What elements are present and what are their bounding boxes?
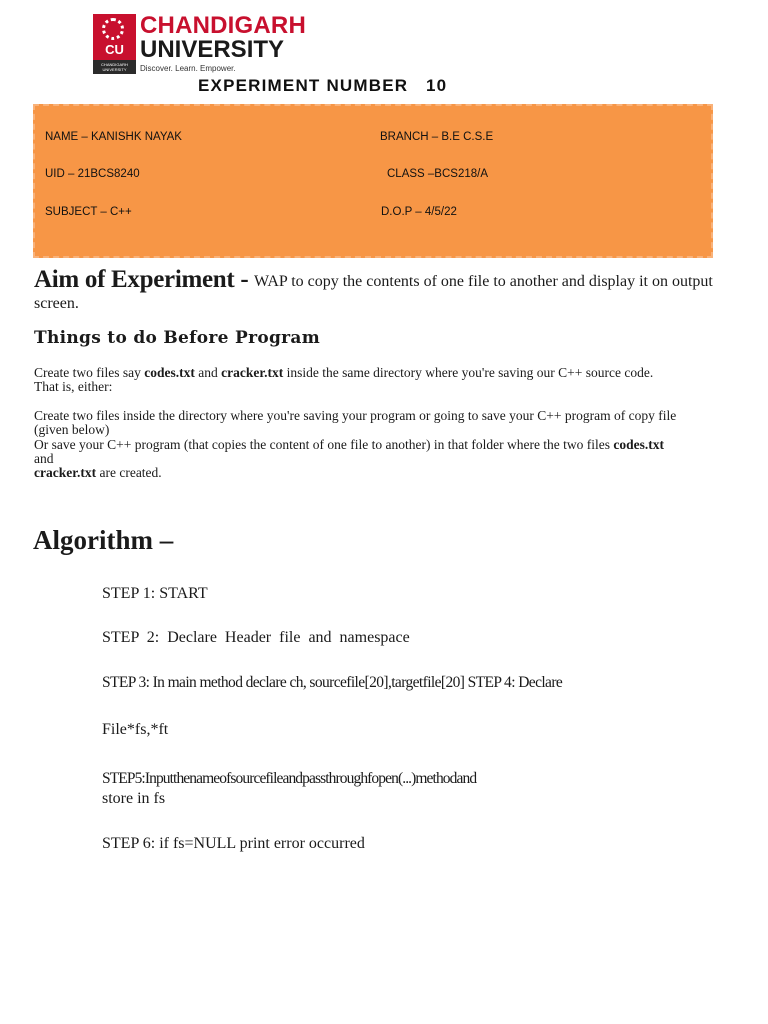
paragraph-2-line2: (given below): [34, 422, 110, 437]
algorithm-step: STEP 2: Declare Header file and namespace: [102, 629, 410, 646]
logo-name-line1: CHANDIGARH: [140, 12, 306, 39]
paragraph-3-line3: [34, 466, 744, 480]
p1-post: inside the same directory where you're saving our C++ source code.: [283, 365, 654, 380]
algorithm-heading: Algorithm –: [33, 525, 174, 555]
logo-name-line2: UNIVERSITY: [140, 36, 285, 63]
cog-icon: [102, 18, 124, 40]
algorithm-step: STEP 6: if fs=NULL print error occurred: [102, 835, 365, 852]
student-info-box: [33, 104, 713, 258]
paragraph-3-and: and: [34, 451, 54, 466]
aim-text-line1: WAP to copy the contents of one file to another and display it on output: [254, 273, 713, 290]
aim-text-line2: screen.: [34, 295, 79, 312]
p3-post: are created.: [96, 465, 162, 480]
algorithm-step: File*fs,*ft: [102, 721, 169, 738]
university-logo: [93, 12, 306, 74]
student-uid: UID – 21BCS8240: [45, 168, 140, 180]
aim-heading: Aim of Experiment -: [34, 266, 249, 293]
p1-mid: and: [194, 365, 222, 380]
student-class: CLASS –BCS218/A: [387, 168, 489, 180]
algorithm-step: store in fs: [102, 790, 166, 807]
date-of-performance: D.O.P – 4/5/22: [381, 206, 457, 218]
student-name: NAME – KANISHK NAYAK: [45, 131, 182, 143]
logo-mark-small-text: CHANDIGARH UNIVERSITY: [93, 60, 136, 74]
p1-file1: codes.txt: [144, 365, 195, 380]
p1-file2: cracker.txt: [221, 365, 284, 380]
algorithm-step: STEP 1: START: [102, 585, 208, 602]
logo-mark-text: CU: [105, 42, 124, 57]
paragraph-1-line1: [34, 366, 744, 380]
subject: SUBJECT – C++: [45, 206, 132, 218]
p3-file2: cracker.txt: [34, 465, 97, 480]
paragraph-2-line1: Create two files inside the directory where you're saving your program or going to save your C++ program of copy file: [34, 408, 677, 423]
p1-pre: Create two files say: [34, 365, 145, 380]
algorithm-step: STEP 3: In main method declare ch, sourcefile[20],targetfile[20] STEP 4: Declare: [102, 674, 563, 691]
p3-file1: codes.txt: [613, 437, 665, 452]
algorithm-step: STEP5:Inputthenameofsourcefileandpassthroughfopen(...)methodand: [102, 770, 477, 787]
logo-tagline: Discover. Learn. Empower.: [140, 64, 236, 73]
experiment-title: EXPERIMENT NUMBER 10: [198, 76, 448, 95]
logo-mark: [93, 14, 136, 74]
paragraph-1-line2: That is, either:: [34, 379, 113, 394]
things-heading: Things to do Before Program: [34, 328, 321, 348]
student-branch: BRANCH – B.E C.S.E: [380, 131, 494, 143]
paragraph-3-line1: [34, 438, 744, 452]
p3-pre: Or save your C++ program (that copies the content of one file to another) in that folder where the two files: [34, 437, 614, 452]
